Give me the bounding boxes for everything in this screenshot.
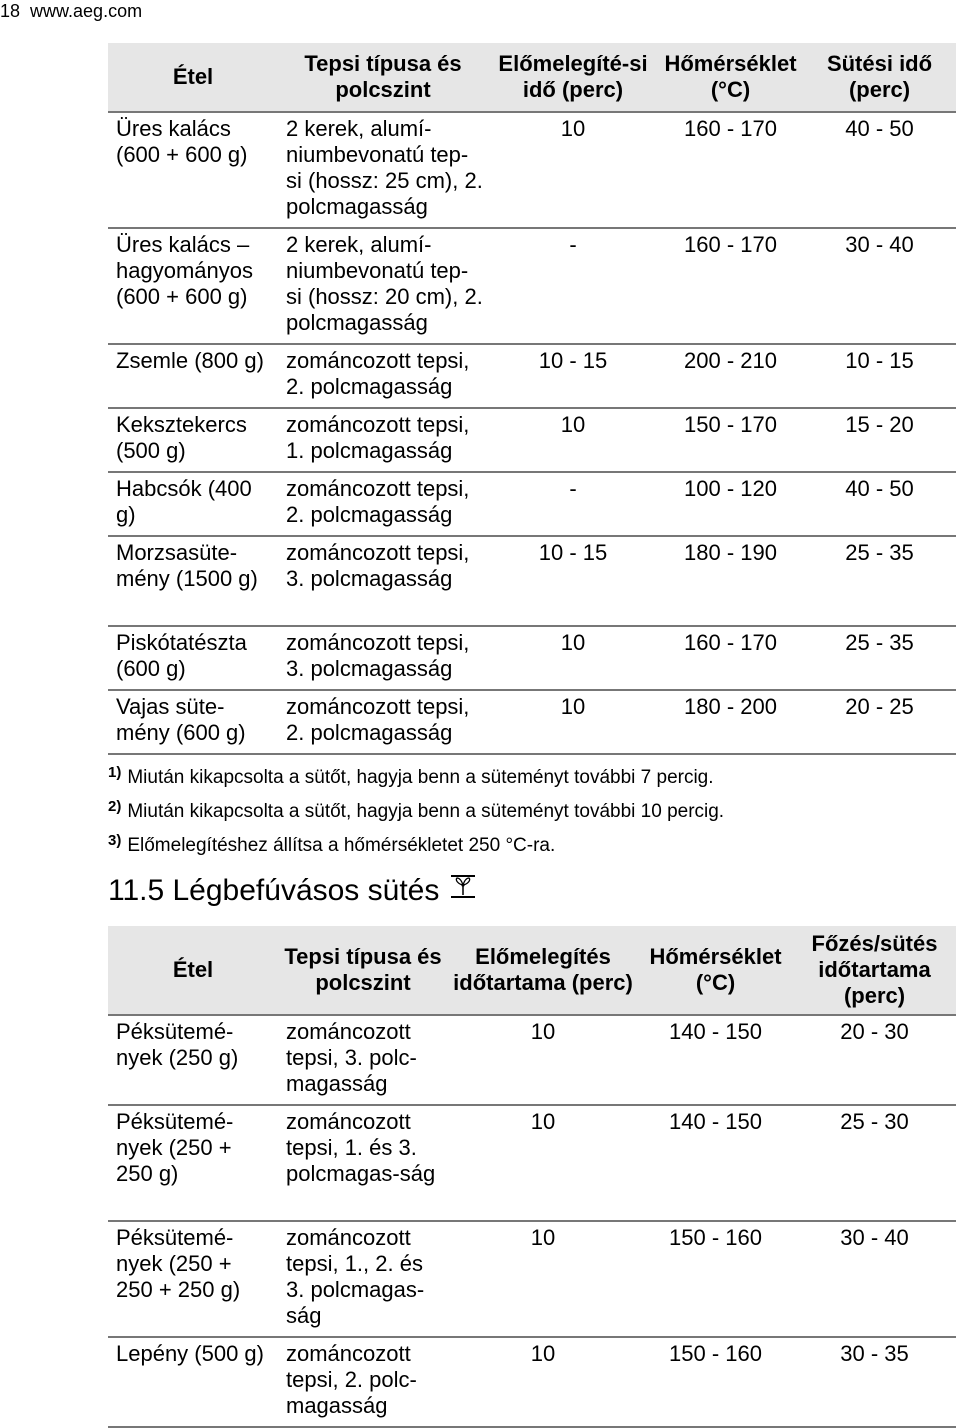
cell-food: Morzsasüte-mény (1500 g) xyxy=(108,536,278,626)
table-row xyxy=(108,1015,956,1105)
cell-tray: zománcozott tepsi, 1. polcmagasság xyxy=(278,408,488,472)
cell-food: Lepény (500 g) xyxy=(108,1337,278,1427)
table-row xyxy=(108,1337,956,1427)
table-row xyxy=(108,690,956,754)
cell-preheat: - xyxy=(488,472,658,536)
cell-food: Péksütemé-nyek (250 g) xyxy=(108,1015,278,1105)
cell-time: 30 - 40 xyxy=(803,228,956,344)
footnote-mark: 3) xyxy=(108,832,122,849)
footnote xyxy=(108,792,724,826)
footnote xyxy=(108,758,724,792)
cell-temp: 180 - 200 xyxy=(658,690,803,754)
cell-time: 20 - 25 xyxy=(803,690,956,754)
cell-temp: 160 - 170 xyxy=(658,626,803,690)
cell-time: 15 - 20 xyxy=(803,408,956,472)
footnotes xyxy=(108,758,724,860)
cell-food: Üres kalács – hagyományos (600 + 600 g) xyxy=(108,228,278,344)
cell-food: Vajas süte-mény (600 g) xyxy=(108,690,278,754)
cell-tray: 2 kerek, alumí-niumbevonatú tep-si (hossz: 25 cm), 2. polcmagasság xyxy=(278,112,488,228)
cell-preheat: 10 xyxy=(448,1221,638,1337)
cell-temp: 140 - 150 xyxy=(638,1015,793,1105)
cell-preheat: - xyxy=(488,228,658,344)
table-row xyxy=(108,1221,956,1337)
footnote-text: Miután kikapcsolta a sütőt, hagyja benn a süteményt további 10 percig. xyxy=(127,801,725,822)
table-header-row xyxy=(108,43,956,112)
cell-time: 40 - 50 xyxy=(803,112,956,228)
cell-tray: zománcozott tepsi, 1. és 3. polcmagas-ság xyxy=(278,1105,448,1221)
cell-tray: zománcozott tepsi, 2. polcmagasság xyxy=(278,472,488,536)
table-row xyxy=(108,472,956,536)
cell-temp: 160 - 170 xyxy=(658,228,803,344)
cell-temp: 100 - 120 xyxy=(658,472,803,536)
cell-time: 20 - 30 xyxy=(793,1015,956,1105)
cell-tray: zománcozott tepsi, 3. polcmagasság xyxy=(278,626,488,690)
col-header-preheat: Előmelegítés időtartama (perc) xyxy=(448,926,638,1015)
section-title xyxy=(108,872,477,909)
cell-time: 25 - 35 xyxy=(803,536,956,626)
cell-temp: 150 - 170 xyxy=(658,408,803,472)
cell-preheat: 10 xyxy=(488,408,658,472)
cell-preheat: 10 - 15 xyxy=(488,536,658,626)
cell-food: Üres kalács (600 + 600 g) xyxy=(108,112,278,228)
table-row xyxy=(108,112,956,228)
col-header-time: Sütési idő (perc) xyxy=(803,43,956,112)
col-header-tray-shelf: Tepsi típusa és polcszint xyxy=(278,926,448,1015)
col-header-time: Főzés/sütés időtartama (perc) xyxy=(793,926,956,1015)
cell-tray: zománcozott tepsi, 2. polcmagasság xyxy=(278,690,488,754)
footnote-mark: 1) xyxy=(108,764,122,781)
cell-time: 25 - 30 xyxy=(793,1105,956,1221)
cell-preheat: 10 xyxy=(488,626,658,690)
table-header-row xyxy=(108,926,956,1015)
cell-tray: zománcozott tepsi, 3. polcmagasság xyxy=(278,536,488,626)
col-header-temperature: Hőmérséklet (°C) xyxy=(658,43,803,112)
cell-preheat: 10 - 15 xyxy=(488,344,658,408)
section-title-text: 11.5 Légbefúvásos sütés xyxy=(108,873,440,907)
cell-food: Keksztekercs (500 g) xyxy=(108,408,278,472)
col-header-food: Étel xyxy=(108,43,278,112)
cell-preheat: 10 xyxy=(448,1015,638,1105)
cell-preheat: 10 xyxy=(488,690,658,754)
cell-temp: 140 - 150 xyxy=(638,1105,793,1221)
page-header xyxy=(0,0,142,22)
cell-temp: 200 - 210 xyxy=(658,344,803,408)
cell-time: 25 - 35 xyxy=(803,626,956,690)
table-row xyxy=(108,536,956,626)
cell-temp: 150 - 160 xyxy=(638,1337,793,1427)
footnote-text: Miután kikapcsolta a sütőt, hagyja benn a süteményt további 7 percig. xyxy=(127,767,714,788)
cell-time: 10 - 15 xyxy=(803,344,956,408)
cell-time: 30 - 40 xyxy=(793,1221,956,1337)
cell-food: Piskótatészta (600 g) xyxy=(108,626,278,690)
footnote-text: Előmelegítéshez állítsa a hőmérsékletet 250 °C-ra. xyxy=(127,835,556,856)
cell-tray: zománcozott tepsi, 3. polc-magasság xyxy=(278,1015,448,1105)
site-url: www.aeg.com xyxy=(30,1,143,21)
fan-baking-table xyxy=(108,926,956,1428)
cell-preheat: 10 xyxy=(448,1337,638,1427)
table-row xyxy=(108,344,956,408)
col-header-tray-shelf: Tepsi típusa és polcszint xyxy=(278,43,488,112)
cell-tray: zománcozott tepsi, 2. polc-magasság xyxy=(278,1337,448,1427)
col-header-preheat: Előmelegíté-si idő (perc) xyxy=(488,43,658,112)
cell-temp: 180 - 190 xyxy=(658,536,803,626)
cell-tray: zománcozott tepsi, 1., 2. és 3. polcmagas-ság xyxy=(278,1221,448,1337)
cell-tray: 2 kerek, alumí-niumbevonatú tep-si (hossz: 20 cm), 2. polcmagasság xyxy=(278,228,488,344)
table-row xyxy=(108,626,956,690)
cell-preheat: 10 xyxy=(448,1105,638,1221)
col-header-temperature: Hőmérséklet (°C) xyxy=(638,926,793,1015)
page-number: 18 xyxy=(0,1,21,21)
footnote-mark: 2) xyxy=(108,798,122,815)
table-row xyxy=(108,228,956,344)
cell-temp: 160 - 170 xyxy=(658,112,803,228)
cell-tray: zománcozott tepsi, 2. polcmagasság xyxy=(278,344,488,408)
cell-food: Zsemle (800 g) xyxy=(108,344,278,408)
cell-temp: 150 - 160 xyxy=(638,1221,793,1337)
cell-time: 40 - 50 xyxy=(803,472,956,536)
fan-icon xyxy=(449,872,477,909)
table-row xyxy=(108,1105,956,1221)
baking-table xyxy=(108,43,956,755)
cell-food: Péksütemé-nyek (250 + 250 + 250 g) xyxy=(108,1221,278,1337)
col-header-food: Étel xyxy=(108,926,278,1015)
table-row xyxy=(108,408,956,472)
footnote xyxy=(108,826,724,860)
cell-preheat: 10 xyxy=(488,112,658,228)
cell-food: Péksütemé-nyek (250 + 250 g) xyxy=(108,1105,278,1221)
cell-food: Habcsók (400 g) xyxy=(108,472,278,536)
cell-time: 30 - 35 xyxy=(793,1337,956,1427)
